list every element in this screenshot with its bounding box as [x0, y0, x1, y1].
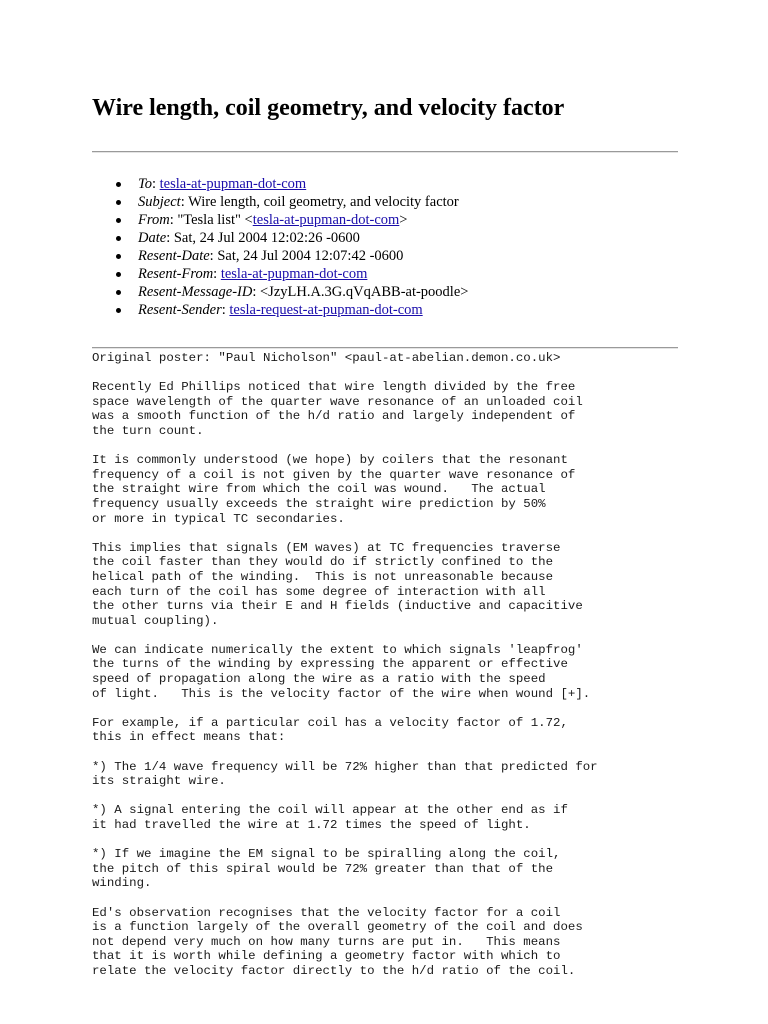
header-key: Subject [138, 194, 181, 210]
body-paragraph: We can indicate numerically the extent to which signals 'leapfrog' the turns of the winding by expressing the apparent or effective speed of propagation along the wire as a ratio with the speed of light. This is the velocity factor of the wire when wound [+]. [92, 642, 591, 701]
header-to: To: tesla-at-pupman-dot-com [138, 175, 468, 193]
header-key: Resent-From [138, 266, 214, 282]
body-paragraph: Recently Ed Phillips noticed that wire length divided by the free space wavelength of the quarter wave resonance of an unloaded coil was a smooth function of the h/d ratio and largely independent of the turn count. [92, 380, 583, 438]
header-key: Resent-Sender [138, 302, 222, 318]
body-paragraph: This implies that signals (EM waves) at TC frequencies traverse the coil faster than they would do if strictly confined to the helical path of the winding. This is not unreasonable because each turn of the coil has some degree of interaction with all the other turns via their E and H fields (inductive and capacitive mutual coupling). [92, 540, 583, 628]
header-from: From: "Tesla list" <tesla-at-pupman-dot-com> [138, 211, 468, 229]
body-paragraph: Ed's observation recognises that the velocity factor for a coil is a function largely of the overall geometry of the coil and does not depend very much on how many turns are put in. This means that it is worth while defining a geometry factor with which to relate the velocity factor directly to the h/d ratio of the coil. [92, 905, 583, 978]
header-value: "Tesla list" < [177, 212, 253, 228]
body-paragraph: *) The 1/4 wave frequency will be 72% higher than that predicted for its straight wire. [92, 759, 598, 789]
header-value: Sat, 24 Jul 2004 12:07:42 -0600 [217, 248, 404, 264]
header-resent-from-link[interactable]: tesla-at-pupman-dot-com [220, 266, 368, 282]
header-value: Wire length, coil geometry, and velocity factor [188, 194, 459, 210]
body-paragraph: For example, if a particular coil has a velocity factor of 1.72, this in effect means that: [92, 715, 568, 745]
body-paragraph: Original poster: "Paul Nicholson" <paul-at-abelian.demon.co.uk> [92, 351, 561, 365]
body-paragraph: *) A signal entering the coil will appear at the other end as if it had travelled the wire at 1.72 times the speed of light. [92, 803, 568, 832]
header-key: From [138, 212, 170, 228]
header-resent-message-id: Resent-Message-ID: <JzyLH.A.3G.qVqABB-at-poodle> [138, 284, 469, 300]
header-from-link[interactable]: tesla-at-pupman-dot-com [252, 212, 400, 228]
divider-top [92, 151, 678, 153]
header-key: Resent-Date [138, 248, 210, 264]
divider-body [92, 347, 678, 349]
header-resent-date: Resent-Date: Sat, 24 Jul 2004 12:07:42 -0600 [138, 247, 468, 265]
body-paragraph: *) If we imagine the EM signal to be spiralling along the coil, the pitch of this spiral would be 72% greater than that of the winding. [92, 847, 561, 891]
header-value: Sat, 24 Jul 2004 12:02:26 -0600 [173, 230, 360, 246]
header-to-link[interactable]: tesla-at-pupman-dot-com [159, 176, 307, 192]
page-title: Wire length, coil geometry, and velocity factor [92, 95, 565, 121]
header-resent-sender-link[interactable]: tesla-request-at-pupman-dot-com [229, 302, 423, 318]
header-key: To [138, 176, 152, 192]
header-date: Date: Sat, 24 Jul 2004 12:02:26 -0600 [138, 229, 468, 247]
header-resent-sender: Resent-Sender: tesla-request-at-pupman-dot-com [138, 301, 468, 319]
header-resent-from: Resent-From: tesla-at-pupman-dot-com [138, 265, 468, 283]
header-key: Date [138, 230, 167, 246]
body-paragraph: It is commonly understood (we hope) by coilers that the resonant frequency of a coil is not given by the quarter wave resonance of the straight wire from which the coil was wound. The actual frequency usually exceeds the straight wire prediction by 50% or more in typical TC secondaries. [92, 453, 576, 526]
header-subject: Subject: Wire length, coil geometry, and velocity factor [138, 193, 468, 211]
header-key: Resent-Message-ID [138, 284, 253, 300]
message-headers [92, 175, 468, 319]
message-body [92, 351, 598, 979]
header-value-suffix: > [399, 212, 408, 228]
header-value: <JzyLH.A.3G.qVqABB-at-poodle> [260, 284, 469, 300]
